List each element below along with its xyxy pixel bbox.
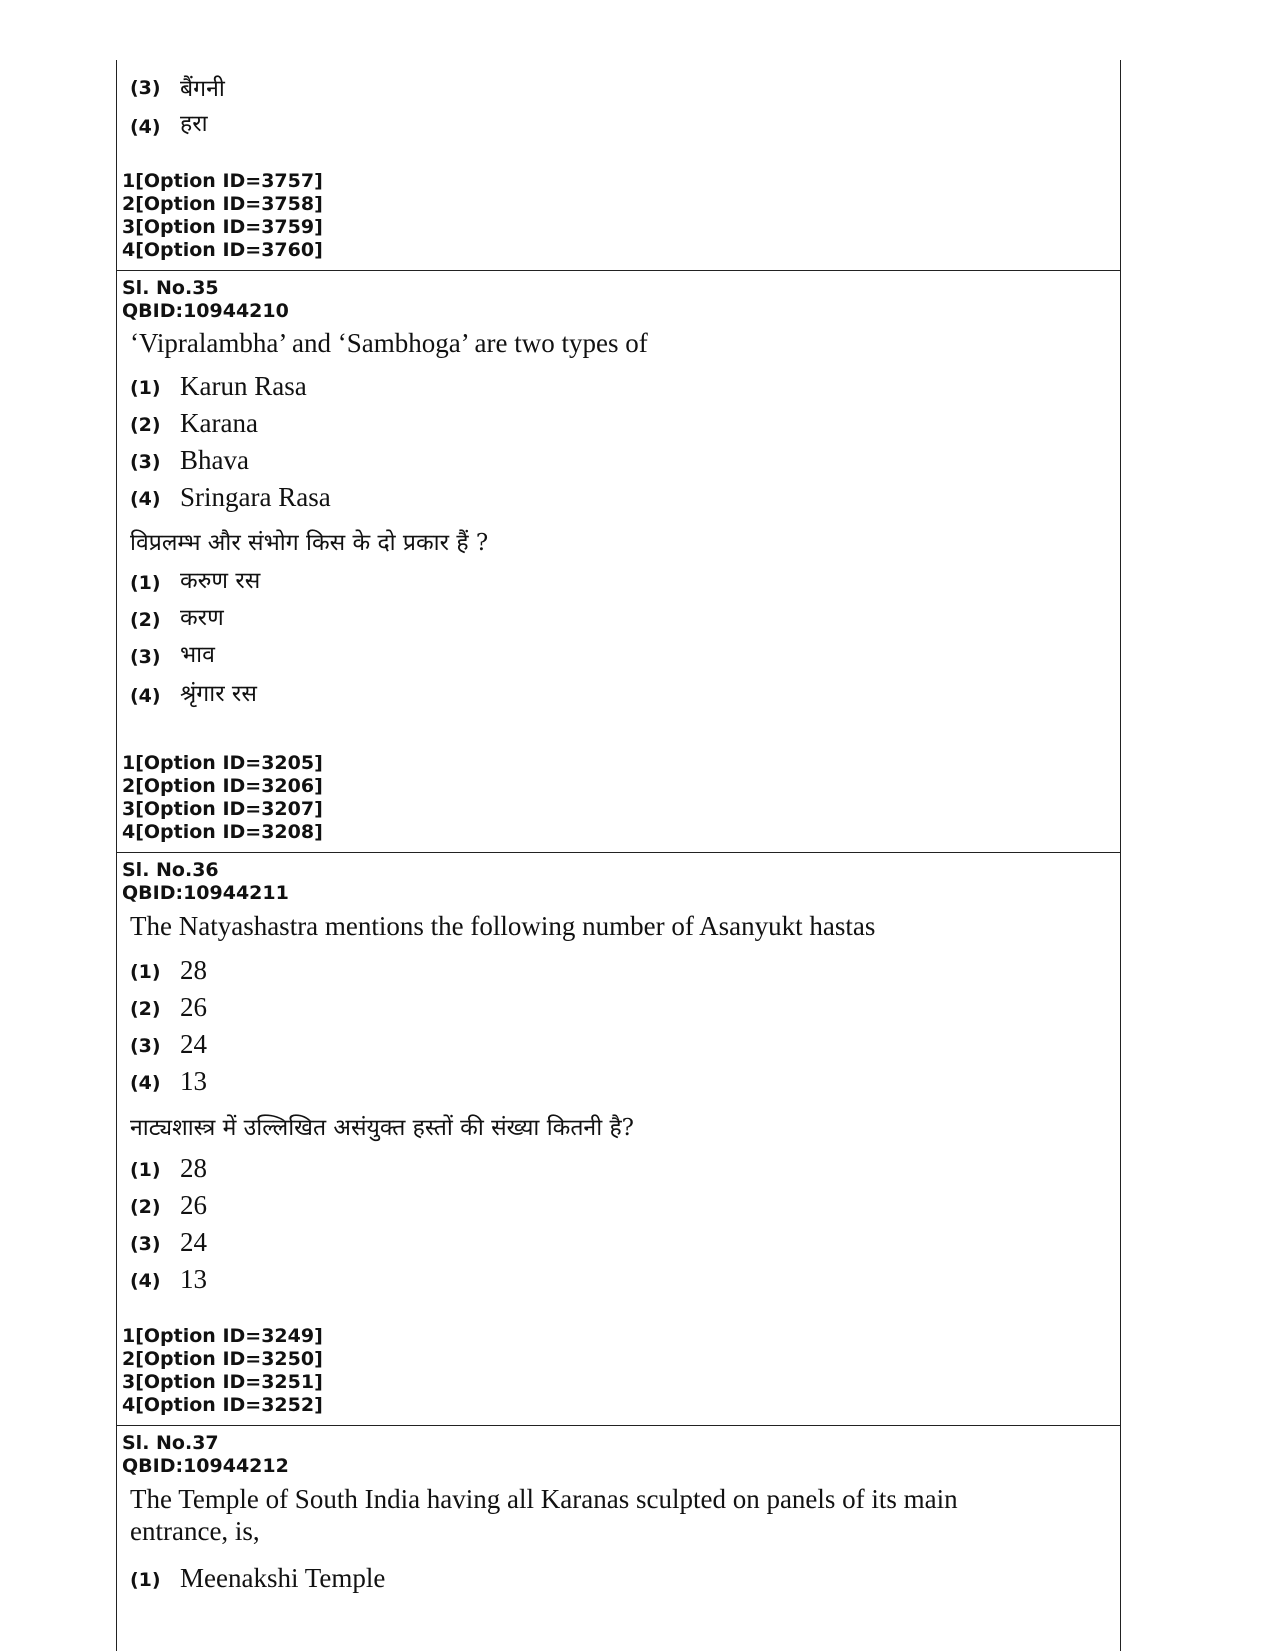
option-number: (3) — [130, 1035, 161, 1057]
option-number: (2) — [130, 1196, 161, 1218]
option-text-hindi: 13 — [180, 1264, 207, 1294]
option-text-english: Bhava — [180, 445, 249, 475]
option-number: (1) — [130, 1159, 161, 1181]
option-number: (1) — [130, 1569, 161, 1591]
option-text-hindi: श्रृंगार रस — [180, 681, 257, 707]
option-id: 4[Option ID=3208] — [122, 821, 323, 843]
option-text-english: 28 — [180, 955, 207, 985]
option-number: (3) — [130, 1233, 161, 1255]
row-divider — [116, 1425, 1121, 1426]
serial-number: Sl. No.35 — [122, 277, 219, 299]
question-text-english: entrance, is, — [130, 1516, 260, 1546]
option-id: 1[Option ID=3249] — [122, 1325, 323, 1347]
option-number: (3) — [130, 646, 161, 668]
option-number: (1) — [130, 572, 161, 594]
option-text-english: Sringara Rasa — [180, 482, 331, 512]
option-text-english: Karana — [180, 408, 258, 438]
row-divider — [116, 270, 1121, 271]
option-number: (4) — [130, 1270, 161, 1292]
option-text-english: 13 — [180, 1066, 207, 1096]
option-text-hindi: करण — [180, 605, 224, 631]
question-text-english: The Natyashastra mentions the following number of Asanyukt hastas — [130, 911, 876, 941]
question-text-hindi: विप्रलम्भ और संभोग किस के दो प्रकार हैं ? — [130, 530, 489, 556]
option-text-hindi: 26 — [180, 1190, 207, 1220]
qbid: QBID:10944212 — [122, 1455, 289, 1477]
option-text-hindi: बैंगनी — [180, 76, 225, 102]
qbid: QBID:10944210 — [122, 300, 289, 322]
option-text-hindi: हरा — [180, 111, 208, 137]
option-id: 3[Option ID=3251] — [122, 1371, 323, 1393]
option-id: 4[Option ID=3760] — [122, 239, 323, 261]
option-id: 2[Option ID=3250] — [122, 1348, 323, 1370]
option-number: (3) — [130, 451, 161, 473]
row-divider — [116, 852, 1121, 853]
option-id: 3[Option ID=3207] — [122, 798, 323, 820]
question-text-hindi: नाट्यशास्त्र में उल्लिखित असंयुक्त हस्तों की संख्या कितनी है? — [130, 1115, 635, 1141]
option-number: (4) — [130, 685, 161, 707]
option-text-hindi: 28 — [180, 1153, 207, 1183]
option-text-english: 24 — [180, 1029, 207, 1059]
option-text-english: Meenakshi Temple — [180, 1563, 386, 1593]
option-text-hindi: भाव — [180, 642, 215, 668]
option-number: (1) — [130, 377, 161, 399]
option-number: (2) — [130, 998, 161, 1020]
option-number: (4) — [130, 1072, 161, 1094]
option-id: 1[Option ID=3205] — [122, 752, 323, 774]
option-number: (4) — [130, 488, 161, 510]
option-text-hindi: 24 — [180, 1227, 207, 1257]
option-id: 2[Option ID=3758] — [122, 193, 323, 215]
serial-number: Sl. No.37 — [122, 1432, 219, 1454]
option-text-hindi: करुण रस — [180, 568, 261, 594]
option-number: (1) — [130, 961, 161, 983]
option-text-english: 26 — [180, 992, 207, 1022]
option-number: (3) — [130, 77, 161, 99]
question-text-english: The Temple of South India having all Karanas sculpted on panels of its main — [130, 1484, 958, 1514]
option-text-english: Karun Rasa — [180, 371, 307, 401]
serial-number: Sl. No.36 — [122, 859, 219, 881]
option-id: 4[Option ID=3252] — [122, 1394, 323, 1416]
option-id: 2[Option ID=3206] — [122, 775, 323, 797]
option-number: (4) — [130, 116, 161, 138]
option-id: 1[Option ID=3757] — [122, 170, 323, 192]
qbid: QBID:10944211 — [122, 882, 289, 904]
question-text-english: ‘Vipralambha’ and ‘Sambhoga’ are two types of — [130, 328, 648, 358]
option-number: (2) — [130, 609, 161, 631]
option-id: 3[Option ID=3759] — [122, 216, 323, 238]
option-number: (2) — [130, 414, 161, 436]
